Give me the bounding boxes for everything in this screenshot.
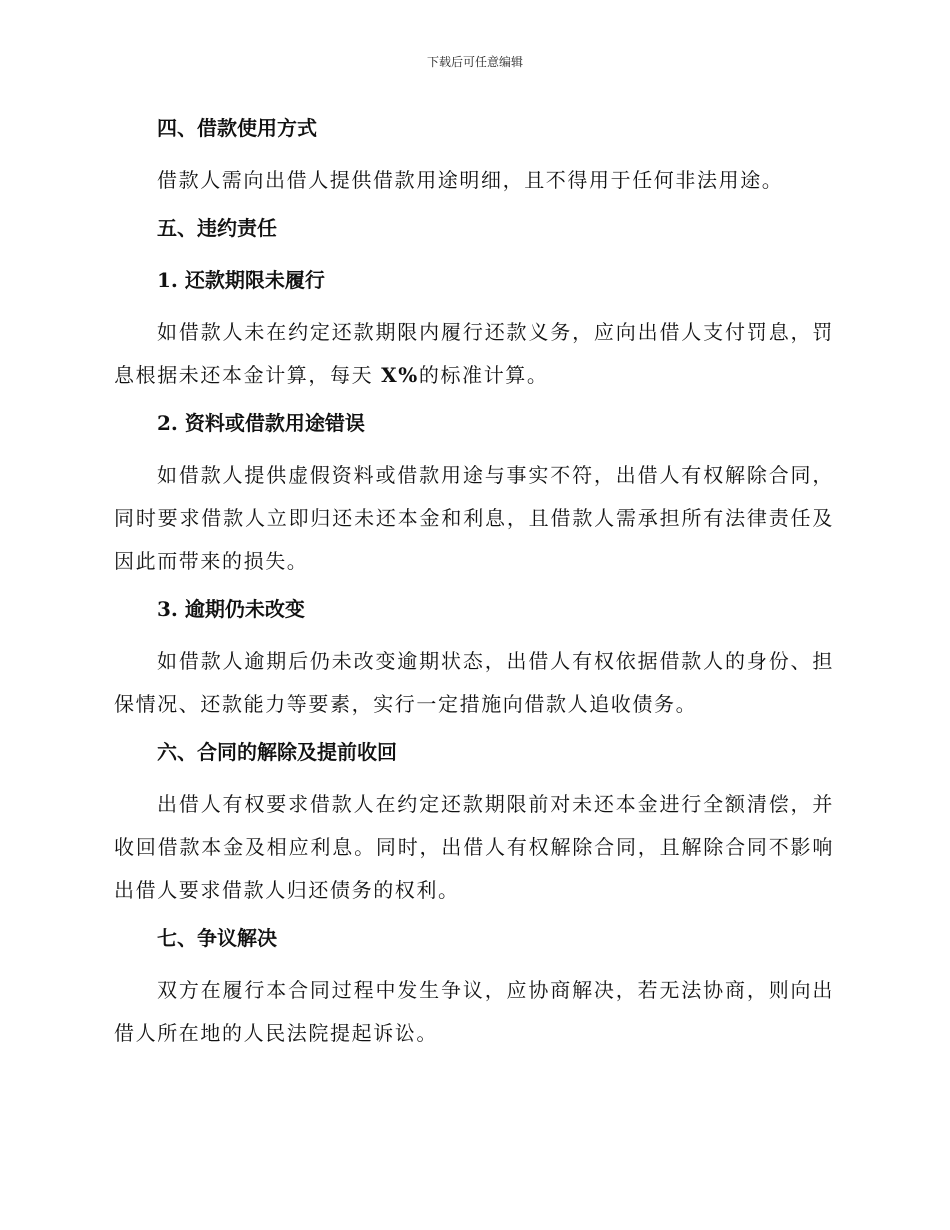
section-5-3-paragraph: 如借款人逾期后仍未改变逾期状态，出借人有权依据借款人的身份、担保情况、还款能力等要素，实行一定措施向借款人追收债务。 (114, 649, 834, 716)
section-7-paragraph: 双方在履行本合同过程中发生争议，应协商解决，若无法协商，则向出借人所在地的人民法院提起诉讼。 (114, 978, 834, 1045)
section-5-heading: 五、违约责任 (157, 216, 277, 240)
section-4-paragraph: 借款人需向出借人提供借款用途明细，且不得用于任何非法用途。 (157, 168, 784, 192)
section-7-heading: 七、争议解决 (157, 926, 277, 950)
section-5-1-text-b: 的标准计算。 (418, 363, 549, 387)
section-5-1-text-a: 如借款人未在约定还款期限内履行还款义务，应向出借人支付罚息，罚息根据未还本金计算，每天 (114, 320, 834, 387)
section-5-1-heading: 1. 还款期限未履行 (157, 268, 325, 292)
penalty-rate: X% (381, 363, 419, 387)
section-4-heading: 四、借款使用方式 (157, 116, 317, 140)
section-6-paragraph: 出借人有权要求借款人在约定还款期限前对未还本金进行全额清偿，并收回借款本金及相应利息。同时，出借人有权解除合同，且解除合同不影响出借人要求借款人归还债务的权利。 (114, 792, 834, 902)
section-5-3-heading: 3. 逾期仍未改变 (157, 597, 305, 621)
section-5-2-paragraph: 如借款人提供虚假资料或借款用途与事实不符，出借人有权解除合同，同时要求借款人立即归还未还本金和利息，且借款人需承担所有法律责任及因此而带来的损失。 (114, 463, 834, 573)
section-5-2-heading: 2. 资料或借款用途错误 (157, 411, 365, 435)
section-6-heading: 六、合同的解除及提前收回 (157, 740, 397, 764)
page-header-note: 下载后可任意编辑 (426, 55, 523, 69)
section-5-1-paragraph (114, 311, 834, 397)
document-body (114, 110, 834, 1063)
